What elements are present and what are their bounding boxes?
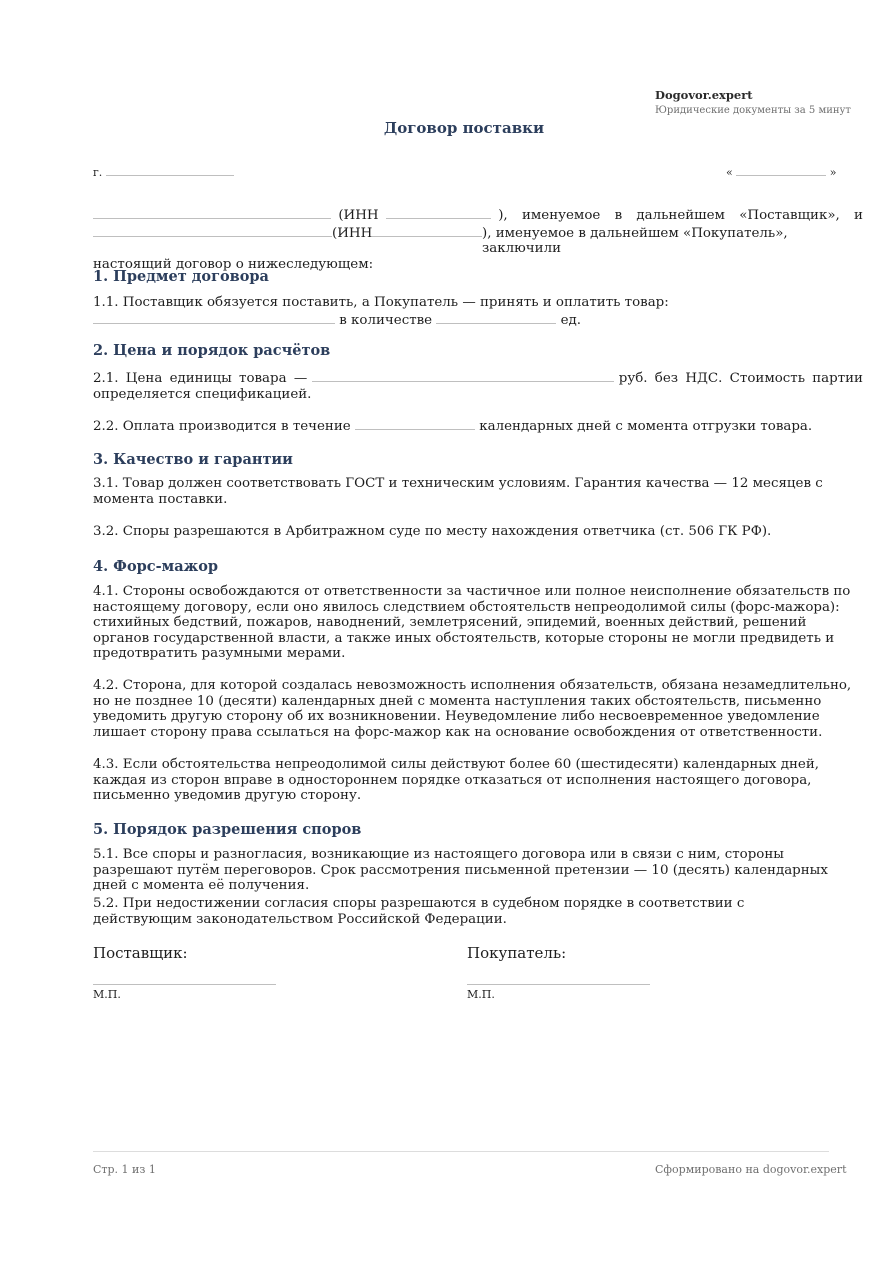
footer-divider — [93, 1151, 829, 1152]
payment-text: календарных дней с момента отгрузки товара. — [479, 419, 813, 434]
buyer-name-blank — [93, 224, 332, 237]
clause-4-1: 4.1. Стороны освобождаются от ответственности за частичное или полное неисполнение обязательств по настоящему договору, если оно явилось следствием обстоятельств непреодолимой силы (форс-мажора): стихийных бедствий, пожаров, наводнений, землетрясений, эпидемий, военных действий, решений органов государственной власти, а также иных обстоятельств, которые стороны не могли предвидеть и предотвратить разумными мерами. — [93, 584, 851, 662]
goods-blank — [93, 311, 335, 324]
brand-block — [655, 88, 851, 118]
footer-page-number: Стр. 1 из 1 — [93, 1163, 156, 1176]
clause-5-1: 5.1. Все споры и разногласия, возникающие из настоящего договора или в связи с ним, стороны разрешают путём переговоров. Срок рассмотрения письменной претензии — 10 (десять) календарных дней с момента её получения. — [93, 847, 828, 894]
clause-1-1: 1.1. Поставщик обязуется поставить, а Покупатель — принять и оплатить товар: — [93, 295, 669, 310]
supplier-inn-label: (ИНН — [338, 208, 379, 223]
buyer-text: ), именуемое в дальнейшем «Покупатель», заключили — [481, 225, 788, 257]
clause-3-2: 3.2. Споры разрешаются в Арбитражном суде по месту нахождения ответчика (ст. 506 ГК РФ). — [93, 524, 772, 539]
supplier-signature-label: Поставщик: — [93, 944, 188, 962]
city-row — [93, 163, 234, 179]
buyer-stamp-label: М.П. — [467, 988, 495, 1001]
section-2-heading: 2. Цена и порядок расчётов — [93, 342, 331, 359]
date-row — [726, 163, 836, 179]
unit-label: ед. — [560, 312, 582, 328]
footer-generated-note: Сформировано на dogovor.expert — [655, 1163, 847, 1176]
clause-2-1 — [93, 369, 863, 402]
quantity-blank — [436, 311, 556, 324]
supplier-stamp-label: М.П. — [93, 988, 121, 1001]
supplier-text: ), именуемое в дальнейшем «Поставщик», и — [498, 208, 863, 223]
section-4-heading: 4. Форс-мажор — [93, 558, 219, 575]
buyer-signature-label: Покупатель: — [467, 944, 567, 962]
city-prefix: г. — [93, 166, 103, 179]
clause-2-2 — [93, 417, 863, 435]
payment-days-blank — [355, 417, 475, 430]
brand-tagline: Юридические документы за 5 минут — [655, 105, 851, 116]
intro-paragraph — [93, 206, 863, 272]
section-1-paragraph — [93, 295, 863, 328]
price-spec-text: определяется спецификацией. — [93, 386, 312, 402]
section-3-heading: 3. Качество и гарантии — [93, 451, 293, 468]
quantity-label: в количестве — [339, 312, 433, 328]
price-label: 2.1. Цена единицы товара — — [93, 371, 308, 386]
section-1-heading: 1. Предмет договора — [93, 268, 269, 285]
clause-3-1: 3.1. Товар должен соответствовать ГОСТ и техническим условиям. Гарантия качества — 12 месяцев с момента поставки. — [93, 476, 823, 507]
date-blank — [736, 163, 826, 176]
price-blank — [312, 369, 614, 382]
date-close-quote: » — [829, 166, 837, 179]
intro-conclusion: настоящий договор о нижеследующем: — [93, 256, 374, 272]
clause-4-2: 4.2. Сторона, для которой создалась невозможность исполнения обязательств, обязана незамедлительно, но не позднее 10 (десяти) календарных дней с момента наступления таких обстоятельств, письменно уведомить другую сторону об их возникновении. Неуведомление либо несвоевременное уведомление лишает сторону права ссылаться на форс-мажор как на основание освобождения от ответственности. — [93, 678, 852, 740]
buyer-signature-line — [467, 983, 650, 985]
city-blank — [106, 163, 234, 176]
supplier-inn-blank — [386, 206, 491, 219]
buyer-inn-blank — [372, 224, 482, 237]
clause-5-2: 5.2. При недостижении согласия споры разрешаются в судебном порядке в соответствии с действующим законодательством Российской Федерации. — [93, 896, 745, 927]
buyer-inn-label: (ИНН — [332, 225, 373, 241]
supplier-name-blank — [93, 206, 331, 219]
document-title: Договор поставки — [383, 119, 545, 137]
supplier-signature-line — [93, 983, 276, 985]
date-open-quote: « — [726, 166, 733, 179]
clause-4-3: 4.3. Если обстоятельства непреодолимой силы действуют более 60 (шестидесяти) календарных дней, каждая из сторон вправе в одностороннем порядке отказаться от исполнения настоящего договора, письменно уведомив другую сторону. — [93, 757, 820, 804]
price-text: руб. без НДС. Стоимость партии — [618, 371, 863, 386]
brand-name: Dogovor.expert — [655, 88, 753, 102]
section-5-heading: 5. Порядок разрешения споров — [93, 821, 362, 838]
payment-label: 2.2. Оплата производится в течение — [93, 419, 351, 434]
